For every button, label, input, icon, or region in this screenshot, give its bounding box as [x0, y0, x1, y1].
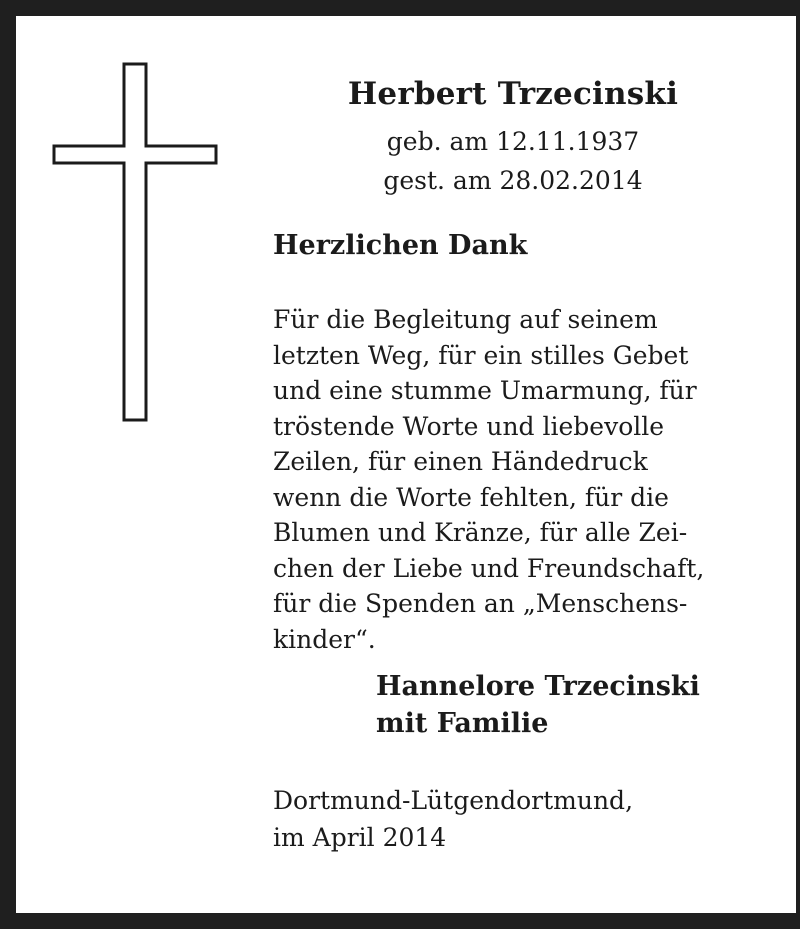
signature-family: mit Familie	[376, 708, 549, 739]
body-line: wenn die Worte fehlten, für die	[273, 482, 669, 512]
cross-icon	[52, 62, 218, 424]
body-line: Zeilen, für einen Händedruck	[273, 447, 648, 476]
body-line: kinder“.	[273, 624, 376, 654]
thanks-heading: Herzlichen Dank	[273, 230, 528, 261]
place-and-date	[273, 782, 633, 856]
signature-name: Hannelore Trzecinski	[376, 671, 700, 702]
birth-date: geb. am 12.11.1937	[386, 127, 640, 156]
body-line: tröstende Worte und liebevolle	[273, 411, 665, 441]
deceased-name: Herbert Trzecinski	[347, 76, 679, 112]
body-line: Für die Begleitung auf seinem	[273, 305, 658, 334]
body-line: Blumen und Kränze, für alle Zei-	[273, 518, 688, 547]
death-date: gest. am 28.02.2014	[383, 166, 643, 195]
body-line: letzten Weg, für ein stilles Gebet	[273, 340, 689, 370]
place-line: Dortmund-Lütgendortmund,	[273, 786, 634, 815]
signature-block	[376, 668, 700, 742]
date-line: im April 2014	[273, 823, 447, 852]
body-line: chen der Liebe und Freundschaft,	[273, 553, 705, 583]
thanks-body	[273, 302, 773, 657]
body-line: für die Spenden an „Menschens-	[273, 589, 688, 618]
body-line: und eine stumme Umarmung, für	[273, 376, 697, 405]
life-dates	[300, 122, 726, 200]
